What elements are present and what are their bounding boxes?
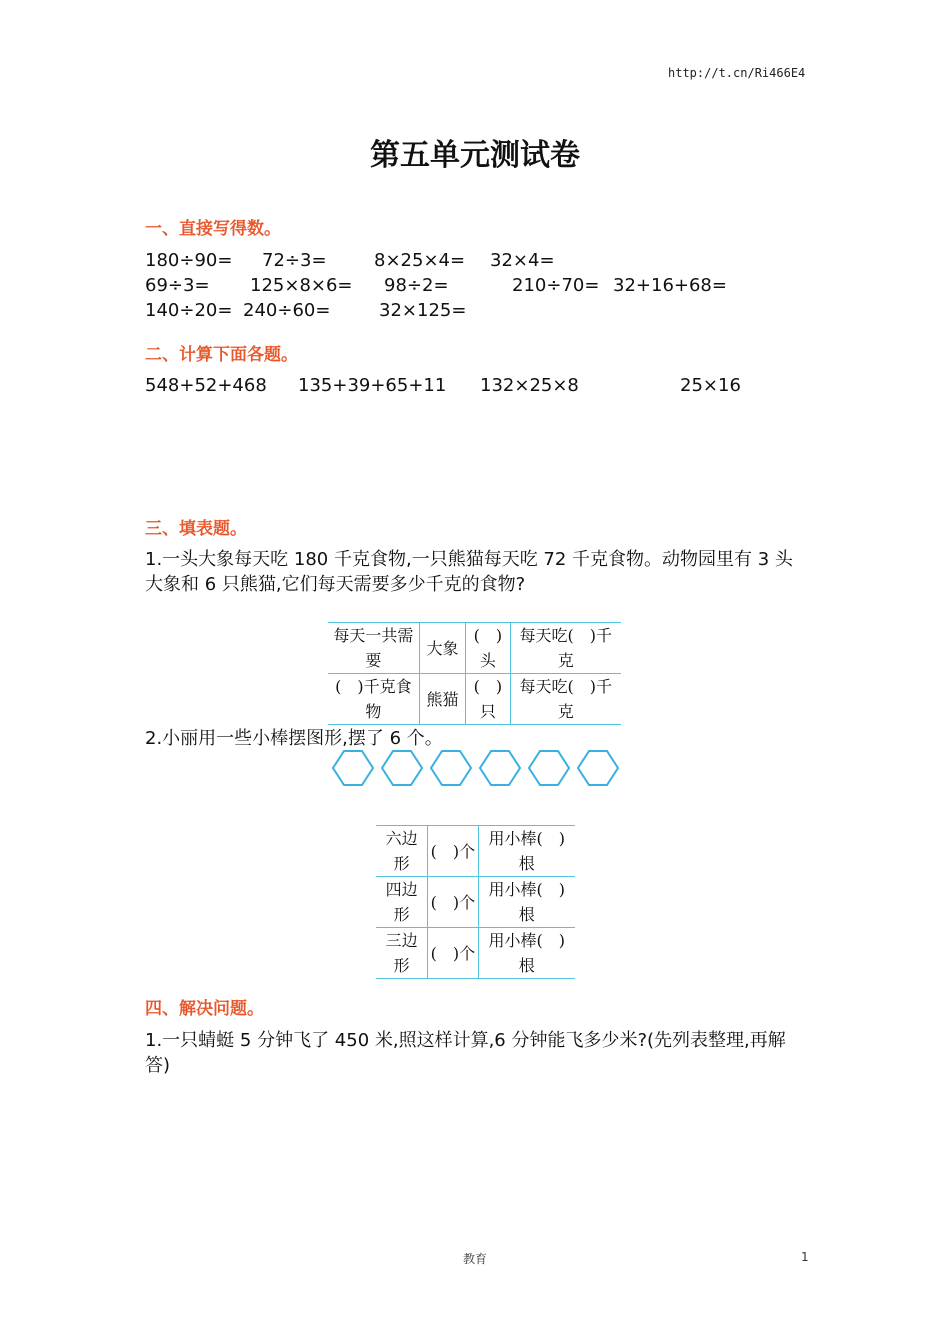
exercise: 32+16+68= <box>613 275 727 296</box>
exercise: 32×4= <box>490 250 555 271</box>
table-cell: 每天吃( )千克 <box>510 674 621 725</box>
hexagon-shape <box>529 751 569 785</box>
shapes-table <box>376 825 575 979</box>
page-number: 1 <box>801 1250 809 1264</box>
exercise: 69÷3= <box>145 275 210 296</box>
exercise: 32×125= <box>379 300 467 321</box>
food-table <box>328 622 621 725</box>
section3-question-1: 1.一头大象每天吃 180 千克食物,一只熊猫每天吃 72 千克食物。动物园里有 3 头大象和 6 只熊猫,它们每天需要多少千克的食物? <box>145 549 793 595</box>
section2-heading: 二、计算下面各题。 <box>145 345 298 365</box>
exercise: 135+39+65+11 <box>298 375 447 396</box>
hexagon-shape <box>578 751 618 785</box>
table-cell: 熊猫 <box>419 674 465 725</box>
section4-heading: 四、解决问题。 <box>145 999 264 1019</box>
table-cell: 每天一共需要 <box>328 623 419 674</box>
table-cell: ( )头 <box>466 623 510 674</box>
hexagon-shape <box>431 751 471 785</box>
footer-text: 教育 <box>462 1252 487 1266</box>
hexagon-shape <box>382 751 422 785</box>
exercise: 140÷20= <box>145 300 233 321</box>
section3-question-2: 2.小丽用一些小棒摆图形,摆了 6 个。 <box>145 728 443 749</box>
hexagon-shape <box>333 751 373 785</box>
section1-heading: 一、直接写得数。 <box>145 219 281 239</box>
table-cell: 三边形 <box>376 928 428 979</box>
exercise: 98÷2= <box>384 275 449 296</box>
exercise: 132×25×8 <box>480 375 579 396</box>
table-cell: 六边形 <box>376 826 428 877</box>
table-cell: 用小棒( )根 <box>478 877 575 928</box>
exercise: 240÷60= <box>243 300 331 321</box>
table-cell: 四边形 <box>376 877 428 928</box>
table-cell: ( )个 <box>428 928 478 979</box>
exercise: 180÷90= <box>145 250 233 271</box>
table-cell: 用小棒( )根 <box>478 826 575 877</box>
table-cell: 每天吃( )千克 <box>510 623 621 674</box>
exercise: 72÷3= <box>262 250 327 271</box>
table-cell: ( )只 <box>466 674 510 725</box>
section3-heading: 三、填表题。 <box>145 519 247 539</box>
table-cell: 大象 <box>419 623 465 674</box>
exercise: 210÷70= <box>512 275 600 296</box>
table-cell: ( )个 <box>428 826 478 877</box>
hexagons-figure <box>330 747 620 789</box>
table-cell: ( )千克食物 <box>328 674 419 725</box>
table-cell: 用小棒( )根 <box>478 928 575 979</box>
section4-question-1: 1.一只蜻蜓 5 分钟飞了 450 米,照这样计算,6 分钟能飞多少米?(先列表整理,再解答) <box>145 1030 786 1076</box>
exercise: 8×25×4= <box>374 250 466 271</box>
table-cell: ( )个 <box>428 877 478 928</box>
hexagon-shape <box>480 751 520 785</box>
exercise: 548+52+468 <box>145 375 267 396</box>
exercise: 25×16 <box>680 375 741 396</box>
page-title: 第五单元测试卷 <box>370 138 580 173</box>
source-url: http://t.cn/Ri466E4 <box>668 66 806 80</box>
exercise: 125×8×6= <box>250 275 353 296</box>
